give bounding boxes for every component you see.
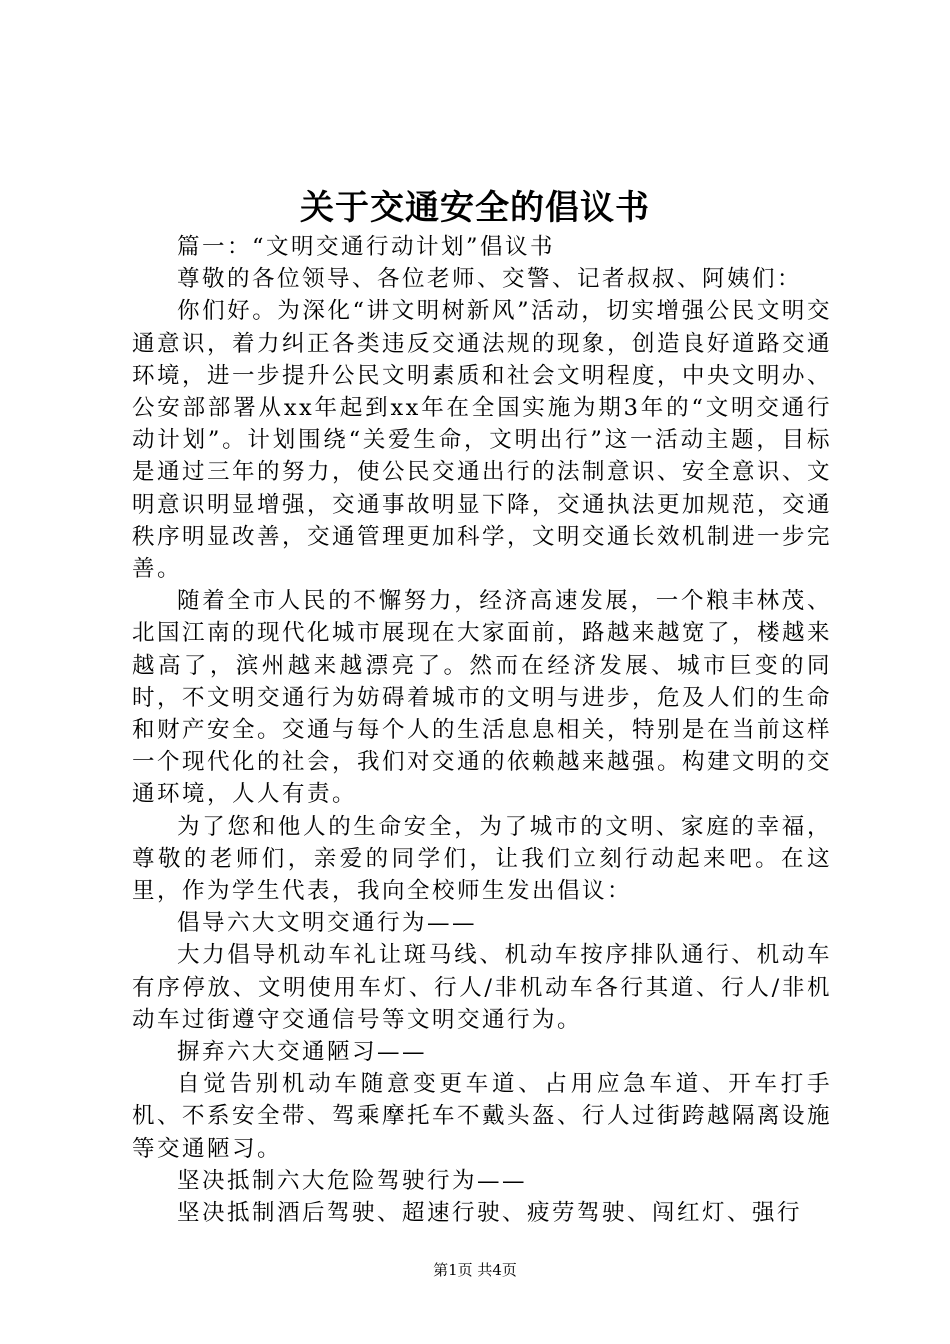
paragraph-abandon-heading: 摒弃六大交通陋习——: [177, 1039, 428, 1066]
paragraph-resist-heading: 坚决抵制六大危险驾驶行为——: [177, 1167, 528, 1194]
document-title: 关于交通安全的倡议书: [300, 188, 650, 228]
paragraph-resist-body: 坚决抵制酒后驾驶、超速行驶、疲劳驾驶、闯红灯、强行: [177, 1200, 803, 1227]
paragraph-intro: 你们好。为深化“讲文明树新风”活动，切实增强公民文明交通意识，着力纠正各类违反交通法规的现象，创造良好道路交通环境，进一步提升公民文明素质和社会文明程度，中央文明办、公安部部署从xx年起到xx年在全国实施为期3年的“文明交通行动计划”。计划围绕“关爱生命，文明出行”这一活动主题，目标是通过三年的努力，使公民交通出行的法制意识、安全意识、文明意识明显增强，交通事故明显下降，交通执法更加规范，交通秩序明显改善，交通管理更加科学，文明交通长效机制进一步完善。: [132, 298, 833, 583]
paragraph-advocate-heading: 倡导六大文明交通行为——: [177, 910, 478, 937]
paragraph-city-development: 随着全市人民的不懈努力，经济高速发展，一个粮丰林茂、北国江南的现代化城市展现在大家面前，路越来越宽了，楼越来越高了，滨州越来越漂亮了。然而在经济发展、城市巨变的同时，不文明交通行为妨碍着城市的文明与进步，危及人们的生命和财产安全。交通与每个人的生活息息相关，特别是在当前这样一个现代化的社会，我们对交通的依赖越来越强。构建文明的交通环境，人人有责。: [132, 588, 833, 808]
page-number-footer: 第1页 共4页: [433, 1261, 517, 1279]
paragraph-section-heading: 篇一：“文明交通行动计划”倡议书: [177, 234, 556, 260]
paragraph-abandon-body: 自觉告别机动车随意变更车道、占用应急车道、开车打手机、不系安全带、驾乘摩托车不戴头盔、行人过街跨越隔离设施等交通陋习。: [132, 1071, 833, 1162]
paragraph-advocate-body: 大力倡导机动车礼让斑马线、机动车按序排队通行、机动车有序停放、文明使用车灯、行人/非机动车各行其道、行人/非机动车过街遵守交通信号等文明交通行为。: [132, 942, 832, 1033]
paragraph-salutation: 尊敬的各位领导、各位老师、交警、记者叔叔、阿姨们：: [177, 266, 803, 293]
paragraph-call-to-action: 为了您和他人的生命安全，为了城市的文明、家庭的幸福，尊敬的老师们，亲爱的同学们，让我们立刻行动起来吧。在这里，作为学生代表，我向全校师生发出倡议：: [132, 813, 832, 905]
document-body: [132, 231, 832, 1229]
